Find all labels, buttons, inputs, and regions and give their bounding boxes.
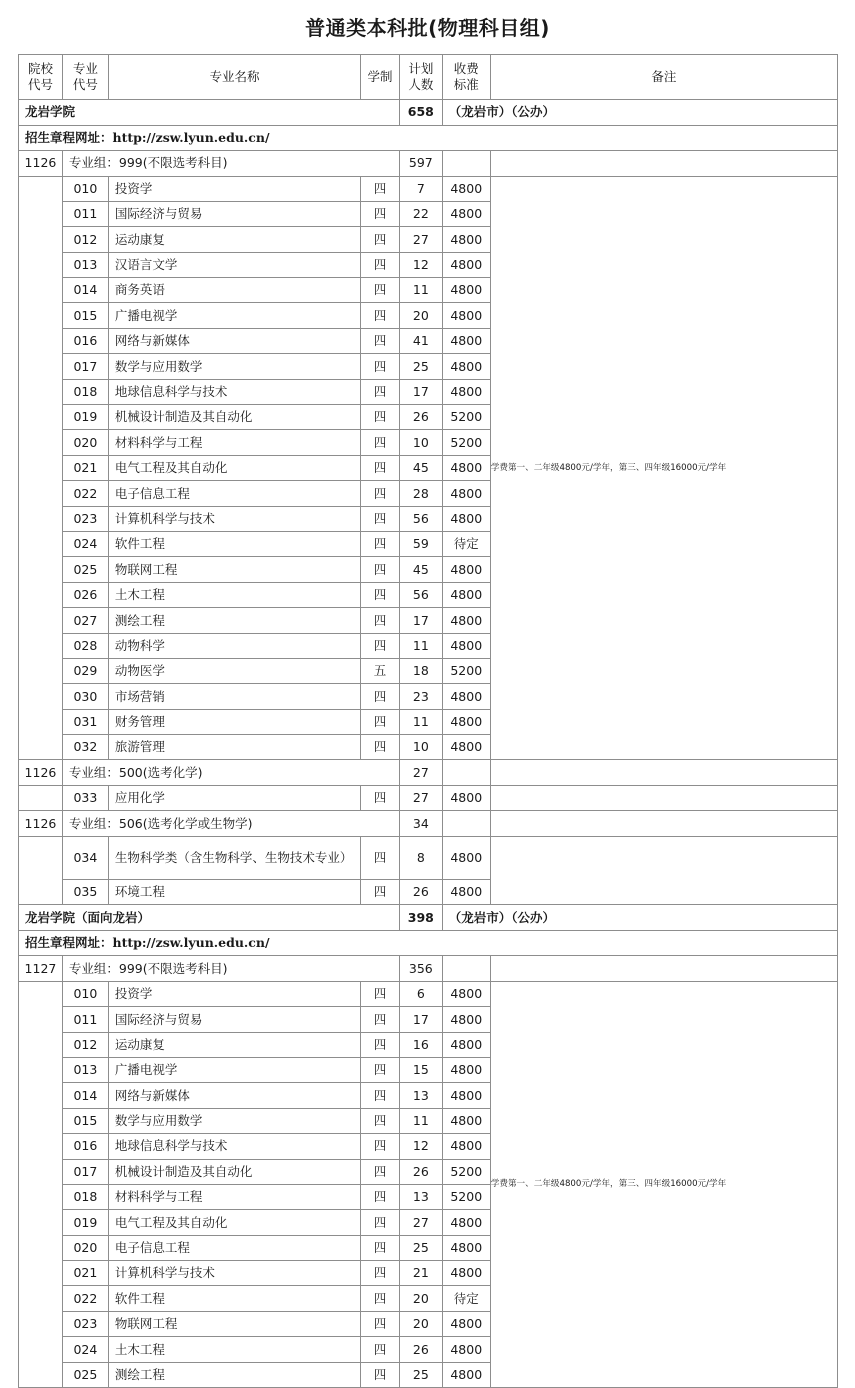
major-fee: 4800 [442, 1057, 490, 1082]
group-school-code: 1126 [19, 151, 63, 177]
major-fee: 4800 [442, 227, 490, 252]
major-fee: 4800 [442, 879, 490, 904]
major-plan-count: 20 [399, 303, 442, 328]
major-fee: 4800 [442, 785, 490, 810]
major-fee: 4800 [442, 1311, 490, 1336]
major-code: 024 [62, 1337, 108, 1362]
header-fee-line2: 标准 [453, 77, 479, 92]
major-code: 028 [62, 633, 108, 658]
major-plan-count: 12 [399, 1134, 442, 1159]
group-note-blank [490, 151, 837, 177]
group-note-blank [490, 811, 837, 837]
major-fee: 4800 [442, 379, 490, 404]
major-plan-count: 56 [399, 582, 442, 607]
major-plan-count: 16 [399, 1032, 442, 1057]
header-school-code [19, 55, 63, 100]
major-fee: 5200 [442, 658, 490, 683]
group-school-code: 1126 [19, 760, 63, 786]
header-major-code [62, 55, 108, 100]
major-fee: 5200 [442, 430, 490, 455]
header-major-code-line1: 专业 [72, 61, 98, 77]
school-location-type: （龙岩市）（公办） [442, 100, 837, 126]
major-plan-count: 41 [399, 328, 442, 353]
major-fee: 4800 [442, 354, 490, 379]
major-years: 四 [361, 303, 400, 328]
major-code: 025 [62, 1362, 108, 1387]
major-plan-count: 10 [399, 735, 442, 760]
major-name: 动物医学 [108, 658, 360, 683]
major-years: 四 [361, 405, 400, 430]
major-code: 026 [62, 582, 108, 607]
major-fee: 4800 [442, 278, 490, 303]
group-school-code: 1127 [19, 956, 63, 982]
major-code: 016 [62, 328, 108, 353]
major-code: 018 [62, 1184, 108, 1209]
major-plan-count: 59 [399, 531, 442, 556]
major-years: 四 [361, 1337, 400, 1362]
major-years: 四 [361, 354, 400, 379]
major-name: 软件工程 [108, 1286, 360, 1311]
major-plan-count: 56 [399, 506, 442, 531]
major-code: 022 [62, 481, 108, 506]
major-fee: 4800 [442, 1134, 490, 1159]
major-years: 四 [361, 481, 400, 506]
group-note-blank [490, 760, 837, 786]
major-code: 019 [62, 405, 108, 430]
group-fee-blank [442, 760, 490, 786]
major-code: 023 [62, 1311, 108, 1336]
major-plan-count: 6 [399, 981, 442, 1006]
major-years: 四 [361, 1286, 400, 1311]
major-name: 投资学 [108, 981, 360, 1006]
major-name: 地球信息科学与技术 [108, 1134, 360, 1159]
major-name: 计算机科学与技术 [108, 1261, 360, 1286]
major-code: 033 [62, 785, 108, 810]
major-code: 035 [62, 879, 108, 904]
major-name: 财务管理 [108, 709, 360, 734]
header-plan-count-line2: 人数 [408, 77, 434, 92]
major-plan-count: 45 [399, 455, 442, 480]
header-years: 学制 [361, 55, 400, 100]
major-name: 网络与新媒体 [108, 1083, 360, 1108]
charter-url-row [19, 125, 838, 151]
group-plan-count: 597 [399, 151, 442, 177]
major-fee: 4800 [442, 252, 490, 277]
major-name: 物联网工程 [108, 557, 360, 582]
major-name: 电子信息工程 [108, 481, 360, 506]
major-name: 广播电视学 [108, 1057, 360, 1082]
major-years: 四 [361, 633, 400, 658]
group-fee-blank [442, 151, 490, 177]
major-years: 四 [361, 430, 400, 455]
header-fee-line1: 收费 [453, 61, 479, 77]
major-fee: 4800 [442, 506, 490, 531]
major-code: 015 [62, 1108, 108, 1133]
major-name: 商务英语 [108, 278, 360, 303]
header-school-code-line2: 代号 [27, 77, 53, 92]
major-years: 四 [361, 1311, 400, 1336]
major-plan-count: 45 [399, 557, 442, 582]
major-years: 四 [361, 506, 400, 531]
major-fee: 4800 [442, 608, 490, 633]
school-total-count: 398 [399, 905, 442, 931]
major-name: 软件工程 [108, 531, 360, 556]
header-note: 备注 [490, 55, 837, 100]
major-code: 022 [62, 1286, 108, 1311]
group-fee-blank [442, 811, 490, 837]
major-code: 024 [62, 531, 108, 556]
major-school-code-blank [19, 836, 63, 904]
major-group-row [19, 760, 838, 786]
major-years: 四 [361, 227, 400, 252]
major-code: 015 [62, 303, 108, 328]
major-name: 电子信息工程 [108, 1235, 360, 1260]
major-name: 应用化学 [108, 785, 360, 810]
group-note: 学费第一、二年级4800元/学年，第三、四年级16000元/学年 [490, 176, 837, 760]
major-code: 017 [62, 1159, 108, 1184]
major-fee: 4800 [442, 1337, 490, 1362]
major-plan-count: 11 [399, 633, 442, 658]
major-name: 土木工程 [108, 582, 360, 607]
major-code: 014 [62, 278, 108, 303]
major-name: 地球信息科学与技术 [108, 379, 360, 404]
group-plan-count: 27 [399, 760, 442, 786]
major-fee: 5200 [442, 405, 490, 430]
major-code: 025 [62, 557, 108, 582]
major-plan-count: 23 [399, 684, 442, 709]
major-code: 013 [62, 1057, 108, 1082]
major-plan-count: 7 [399, 176, 442, 201]
major-code: 014 [62, 1083, 108, 1108]
major-fee: 4800 [442, 455, 490, 480]
major-fee: 4800 [442, 201, 490, 226]
major-code: 012 [62, 1032, 108, 1057]
major-years: 四 [361, 1057, 400, 1082]
major-fee: 4800 [442, 557, 490, 582]
school-location-type: （龙岩市）（公办） [442, 905, 837, 931]
major-plan-count: 12 [399, 252, 442, 277]
header-major-code-line2: 代号 [72, 77, 98, 92]
major-years: 四 [361, 582, 400, 607]
group-label: 专业组：999(不限选考科目) [62, 151, 399, 177]
school-header-row [19, 100, 838, 126]
group-label: 专业组：506(选考化学或生物学) [62, 811, 399, 837]
major-years: 四 [361, 879, 400, 904]
major-fee: 4800 [442, 1108, 490, 1133]
major-plan-count: 26 [399, 405, 442, 430]
major-plan-count: 8 [399, 836, 442, 879]
major-years: 四 [361, 1184, 400, 1209]
major-row [19, 785, 838, 810]
major-plan-count: 26 [399, 879, 442, 904]
major-fee: 4800 [442, 481, 490, 506]
major-code: 030 [62, 684, 108, 709]
major-name: 土木工程 [108, 1337, 360, 1362]
plan-table-wrapper [18, 54, 838, 1388]
major-years: 四 [361, 455, 400, 480]
major-name: 机械设计制造及其自动化 [108, 1159, 360, 1184]
major-years: 四 [361, 1007, 400, 1032]
major-fee: 4800 [442, 1261, 490, 1286]
major-row [19, 981, 838, 1006]
major-fee: 4800 [442, 1083, 490, 1108]
admission-plan-table [18, 54, 838, 1388]
major-fee: 4800 [442, 1032, 490, 1057]
charter-url-link[interactable]: 招生章程网址：http://zsw.lyun.edu.cn/ [19, 930, 838, 956]
major-name: 汉语言文学 [108, 252, 360, 277]
major-fee: 4800 [442, 709, 490, 734]
header-major-name: 专业名称 [108, 55, 360, 100]
major-code: 010 [62, 981, 108, 1006]
major-code: 021 [62, 1261, 108, 1286]
major-plan-count: 27 [399, 1210, 442, 1235]
major-years: 四 [361, 608, 400, 633]
group-note: 学费第一、二年级4800元/学年，第三、四年级16000元/学年 [490, 981, 837, 1387]
major-years: 四 [361, 531, 400, 556]
major-code: 011 [62, 1007, 108, 1032]
major-years: 四 [361, 1159, 400, 1184]
major-plan-count: 13 [399, 1083, 442, 1108]
major-code: 029 [62, 658, 108, 683]
major-fee: 4800 [442, 981, 490, 1006]
major-code: 027 [62, 608, 108, 633]
major-plan-count: 22 [399, 201, 442, 226]
major-code: 021 [62, 455, 108, 480]
major-years: 四 [361, 1210, 400, 1235]
table-body [19, 100, 838, 1388]
major-plan-count: 25 [399, 1235, 442, 1260]
major-years: 四 [361, 1108, 400, 1133]
major-name: 国际经济与贸易 [108, 1007, 360, 1032]
major-fee: 待定 [442, 531, 490, 556]
group-note-blank [490, 956, 837, 982]
major-fee: 4800 [442, 1007, 490, 1032]
group-school-code: 1126 [19, 811, 63, 837]
major-years: 四 [361, 1261, 400, 1286]
major-code: 018 [62, 379, 108, 404]
major-plan-count: 13 [399, 1184, 442, 1209]
major-plan-count: 26 [399, 1337, 442, 1362]
major-name: 市场营销 [108, 684, 360, 709]
major-school-code-blank [19, 785, 63, 810]
major-name: 数学与应用数学 [108, 1108, 360, 1133]
header-plan-count [399, 55, 442, 100]
major-years: 四 [361, 981, 400, 1006]
major-plan-count: 11 [399, 1108, 442, 1133]
major-plan-count: 17 [399, 1007, 442, 1032]
major-years: 四 [361, 176, 400, 201]
major-code: 012 [62, 227, 108, 252]
major-plan-count: 25 [399, 354, 442, 379]
major-fee: 4800 [442, 176, 490, 201]
major-code: 034 [62, 836, 108, 879]
major-years: 四 [361, 252, 400, 277]
major-school-code-blank [19, 176, 63, 760]
major-fee: 4800 [442, 735, 490, 760]
school-name: 龙岩学院 [19, 100, 400, 126]
major-plan-count: 18 [399, 658, 442, 683]
major-years: 四 [361, 1083, 400, 1108]
school-header-row [19, 905, 838, 931]
header-school-code-line1: 院校 [27, 61, 53, 77]
major-plan-count: 10 [399, 430, 442, 455]
major-name: 生物科学类（含生物科学、生物技术专业） [108, 836, 360, 879]
major-years: 四 [361, 201, 400, 226]
major-fee: 待定 [442, 1286, 490, 1311]
major-years: 四 [361, 1032, 400, 1057]
major-name: 计算机科学与技术 [108, 506, 360, 531]
major-fee: 4800 [442, 1235, 490, 1260]
major-fee: 4800 [442, 1362, 490, 1387]
group-plan-count: 356 [399, 956, 442, 982]
major-fee: 4800 [442, 582, 490, 607]
major-plan-count: 15 [399, 1057, 442, 1082]
header-row [19, 55, 838, 100]
major-name: 动物科学 [108, 633, 360, 658]
major-name: 材料科学与工程 [108, 430, 360, 455]
major-fee: 4800 [442, 1210, 490, 1235]
major-code: 010 [62, 176, 108, 201]
major-years: 五 [361, 658, 400, 683]
major-name: 旅游管理 [108, 735, 360, 760]
major-name: 投资学 [108, 176, 360, 201]
major-code: 020 [62, 430, 108, 455]
charter-url-link[interactable]: 招生章程网址：http://zsw.lyun.edu.cn/ [19, 125, 838, 151]
major-name: 电气工程及其自动化 [108, 1210, 360, 1235]
major-years: 四 [361, 709, 400, 734]
major-fee: 4800 [442, 328, 490, 353]
major-fee: 4800 [442, 633, 490, 658]
major-years: 四 [361, 1134, 400, 1159]
major-plan-count: 20 [399, 1311, 442, 1336]
major-name: 运动康复 [108, 227, 360, 252]
group-fee-blank [442, 956, 490, 982]
major-code: 011 [62, 201, 108, 226]
major-name: 网络与新媒体 [108, 328, 360, 353]
major-name: 数学与应用数学 [108, 354, 360, 379]
major-name: 测绘工程 [108, 1362, 360, 1387]
major-plan-count: 28 [399, 481, 442, 506]
major-code: 019 [62, 1210, 108, 1235]
header-plan-count-line1: 计划 [408, 61, 434, 77]
major-name: 材料科学与工程 [108, 1184, 360, 1209]
major-years: 四 [361, 735, 400, 760]
major-plan-count: 26 [399, 1159, 442, 1184]
major-code: 031 [62, 709, 108, 734]
table-header [19, 55, 838, 100]
major-fee: 4800 [442, 684, 490, 709]
major-years: 四 [361, 684, 400, 709]
major-fee: 5200 [442, 1159, 490, 1184]
major-row [19, 836, 838, 879]
major-years: 四 [361, 836, 400, 879]
group-note [490, 836, 837, 904]
major-plan-count: 11 [399, 709, 442, 734]
major-code: 032 [62, 735, 108, 760]
major-group-row [19, 956, 838, 982]
header-fee [442, 55, 490, 100]
major-row [19, 176, 838, 201]
major-plan-count: 11 [399, 278, 442, 303]
major-group-row [19, 811, 838, 837]
major-plan-count: 17 [399, 379, 442, 404]
major-name: 国际经济与贸易 [108, 201, 360, 226]
major-code: 020 [62, 1235, 108, 1260]
major-years: 四 [361, 1235, 400, 1260]
major-plan-count: 27 [399, 227, 442, 252]
school-total-count: 658 [399, 100, 442, 126]
major-years: 四 [361, 557, 400, 582]
group-note [490, 785, 837, 810]
charter-url-row [19, 930, 838, 956]
major-years: 四 [361, 278, 400, 303]
major-plan-count: 21 [399, 1261, 442, 1286]
major-fee: 4800 [442, 303, 490, 328]
major-code: 016 [62, 1134, 108, 1159]
major-group-row [19, 151, 838, 177]
group-label: 专业组：500(选考化学) [62, 760, 399, 786]
major-code: 023 [62, 506, 108, 531]
page-title: 普通类本科批(物理科目组) [305, 16, 550, 40]
school-name: 龙岩学院（面向龙岩） [19, 905, 400, 931]
major-plan-count: 20 [399, 1286, 442, 1311]
major-name: 运动康复 [108, 1032, 360, 1057]
group-label: 专业组：999(不限选考科目) [62, 956, 399, 982]
group-plan-count: 34 [399, 811, 442, 837]
major-fee: 5200 [442, 1184, 490, 1209]
major-plan-count: 25 [399, 1362, 442, 1387]
major-name: 环境工程 [108, 879, 360, 904]
major-code: 013 [62, 252, 108, 277]
major-school-code-blank [19, 981, 63, 1387]
major-plan-count: 17 [399, 608, 442, 633]
major-name: 电气工程及其自动化 [108, 455, 360, 480]
major-years: 四 [361, 379, 400, 404]
major-years: 四 [361, 328, 400, 353]
major-name: 广播电视学 [108, 303, 360, 328]
major-name: 机械设计制造及其自动化 [108, 405, 360, 430]
major-plan-count: 27 [399, 785, 442, 810]
major-years: 四 [361, 785, 400, 810]
major-fee: 4800 [442, 836, 490, 879]
major-name: 测绘工程 [108, 608, 360, 633]
major-name: 物联网工程 [108, 1311, 360, 1336]
major-code: 017 [62, 354, 108, 379]
major-years: 四 [361, 1362, 400, 1387]
